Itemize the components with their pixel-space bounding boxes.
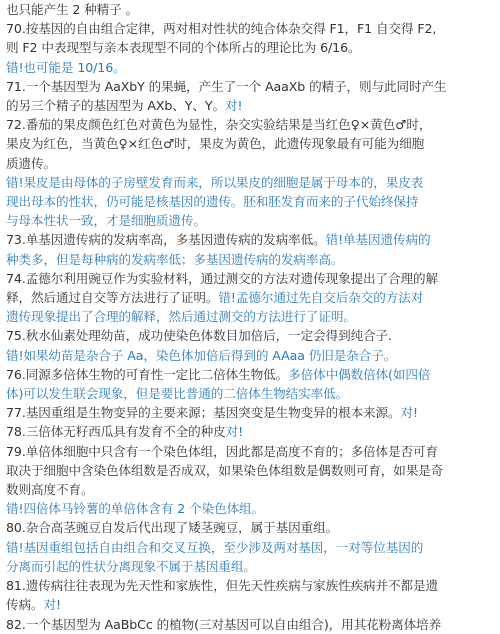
question-text: 70.按基因的自由组合定律，两对相对性状的纯合体杂交得 F1，F1 自交得 F2, — [6, 21, 437, 37]
text-line — [6, 461, 495, 480]
question-text: 71.一个基因型为 AaXbY 的果蝇，产生了一个 AaaXb 的精子，则与此同时产生 — [6, 78, 447, 94]
question-text: 79.单倍体细胞中只含有一个染色体组，因此都是高度不育的；多倍体是否可育 — [6, 443, 439, 459]
question-text: 82.一个基因型为 AaBbCc 的植物(三对基因可以自由组合)，用其花粉离体培养 — [6, 616, 442, 632]
question-text: 77.基因重组是生物变异的主要来源；基因突变是生物变异的根本来源。 — [6, 405, 401, 421]
text-line — [6, 230, 495, 249]
question-text: 的另三个精子的基因型为 AXb、Y、Y。 — [6, 98, 225, 114]
text-line — [6, 19, 495, 38]
answer-text: 错!孟德尔通过先自交后杂交的方法对 — [218, 290, 424, 306]
answer-text: 分离而引起的性状分离现象不属于基因重组。 — [6, 558, 256, 574]
question-text: 72.番茄的果皮颜色红色对黄色为显性，杂交实验结果是当红色♀×黄色♂时， — [6, 117, 432, 133]
text-line — [6, 134, 495, 153]
question-text: 则 F2 中表现型与亲本表现型不同的个体所占的理论比为 6/16。 — [6, 40, 361, 56]
text-line — [6, 595, 495, 614]
text-line — [6, 365, 495, 384]
text-line — [6, 288, 495, 307]
text-line — [6, 269, 495, 288]
question-text: 数则高度不育。 — [6, 482, 94, 498]
question-text: 果皮为红色，当黄色♀×红色♂时，果皮为黄色，此遗传现象最有可能为细胞 — [6, 136, 425, 152]
answer-text: 对! — [224, 98, 243, 114]
text-line — [6, 499, 495, 518]
text-line — [6, 58, 495, 77]
answer-text: 对! — [400, 405, 418, 421]
text-line — [6, 422, 495, 441]
text-line — [6, 518, 495, 537]
answer-text: 对! — [43, 597, 61, 613]
text-line — [6, 576, 495, 595]
answer-text: 多倍体中偶数倍体(如四倍 — [288, 366, 431, 382]
text-line — [6, 538, 495, 557]
text-line — [6, 557, 495, 576]
text-line — [6, 0, 495, 19]
answer-text: 错!果皮是由母体的子房壁发育而来，所以果皮的细胞是属于母本的，果皮表 — [6, 174, 424, 190]
question-text: 73.单基因遗传病的发病率高，多基因遗传病的发病率低。 — [6, 232, 326, 248]
answer-text: 遗传现象提出了合理的解释，然后通过测交的方法进行了证明。 — [6, 309, 356, 325]
question-text: 也只能产生 2 种精子 。 — [6, 2, 139, 17]
answer-text: 错!单基因遗传病的 — [325, 232, 431, 248]
text-line — [6, 96, 495, 115]
question-text: 75.秋水仙素处理幼苗，成功使染色体数目加倍后，一定会得到纯合子. — [6, 328, 392, 344]
question-text: 取决于细胞中含染色体组数是否成双，如果染色体组数是偶数则可育，如果是奇 — [6, 462, 444, 478]
text-line — [6, 77, 495, 96]
answer-text: 种类多，但是每种病的发病率低；多基因遗传病的发病率高。 — [6, 251, 344, 267]
text-line — [6, 115, 495, 134]
question-text: 76.同源多倍体生物的可育性一定比二倍体生物低。 — [6, 366, 289, 382]
answer-text: 错!四倍体马铃薯的单倍体含有 2 个染色体组。 — [6, 501, 265, 517]
question-text: 80.杂合高茎豌豆自发后代出现了矮茎豌豆，属于基因重组。 — [6, 520, 339, 536]
text-line — [6, 403, 495, 422]
answer-text: 错!如果幼苗是杂合子 Aa，染色体加倍后得到的 AAaa 仍旧是杂合子。 — [6, 347, 397, 363]
text-line — [6, 250, 495, 269]
text-line — [6, 211, 495, 230]
text-line — [6, 442, 495, 461]
question-text: 传病。 — [6, 597, 44, 613]
text-line — [6, 154, 495, 173]
text-line — [6, 173, 495, 192]
text-line — [6, 192, 495, 211]
text-line — [6, 480, 495, 499]
text-line — [6, 307, 495, 326]
text-line — [6, 38, 495, 57]
question-text: 74.孟德尔利用豌豆作为实验材料，通过测交的方法对遗传现象提出了合理的解 — [6, 270, 439, 286]
text-line — [6, 326, 495, 345]
answer-text: 现出母本的性状，仍可能是核基因的遗传。胚和胚发育而来的子代始终保持 — [6, 194, 419, 210]
answer-text: 错!基因重组包括自由组合和交叉互换，至少涉及两对基因，一对等位基因的 — [6, 539, 424, 555]
question-text: 81.遗传病往往表现为先天性和家族性，但先天性疾病与家族性疾病并不都是遗 — [6, 578, 439, 594]
answer-text: 对! — [225, 424, 244, 440]
text-line — [6, 346, 495, 365]
question-text: 质遗传。 — [6, 155, 56, 171]
answer-text: 体)可以发生联会现象，但是要比普通的二倍体生物结实率低。 — [6, 386, 349, 402]
answer-text: 与母本性状一致，才是细胞质遗传。 — [6, 213, 206, 229]
text-line — [6, 615, 495, 634]
question-text: 78.三倍体无籽西瓜具有发育不全的种皮 — [6, 424, 226, 440]
text-line — [6, 384, 495, 403]
answer-text: 错!也可能是 10/16。 — [6, 59, 126, 75]
question-text: 释，然后通过自交等方法进行了证明。 — [6, 290, 219, 306]
